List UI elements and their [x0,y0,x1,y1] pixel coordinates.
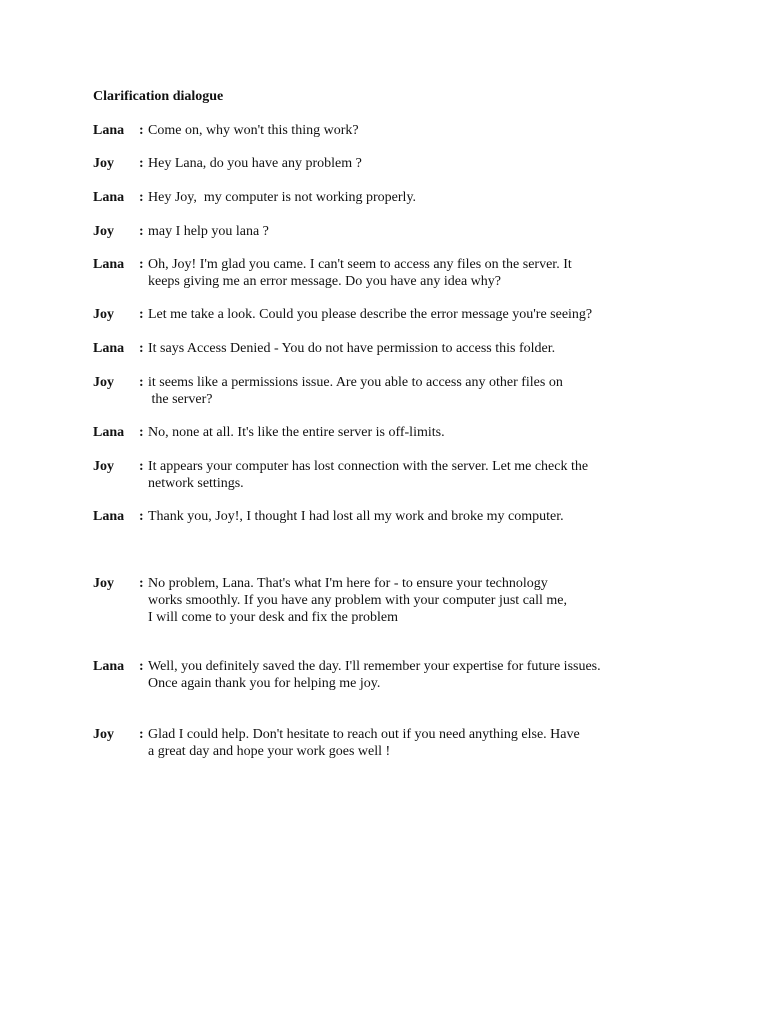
dialogue-text [148,508,693,525]
dialogue-text [148,575,693,626]
dialogue-line: I will come to your desk and fix the problem [148,610,398,625]
dialogue-line: the server? [148,392,213,407]
speaker-colon: : [139,375,144,390]
speaker-name: Joy [93,307,114,322]
speaker-name: Lana [93,341,125,356]
dialogue-line: works smoothly. If you have any problem with your computer just call me, [148,593,568,608]
speaker-colon: : [139,156,144,171]
dialogue-text [148,458,693,492]
speaker-colon: : [139,257,144,272]
dialogue-line: It says Access Denied - You do not have permission to access this folder. [148,341,556,356]
page-title: Clarification dialogue [93,89,224,104]
dialogue-line: No, none at all. It's like the entire server is off-limits. [148,425,445,440]
dialogue-line: Glad I could help. Don't hesitate to reach out if you need anything else. Have [148,727,580,742]
speaker-name: Joy [93,576,114,591]
dialogue-line: Once again thank you for helping me joy. [148,676,381,691]
speaker-colon: : [139,341,144,356]
speaker-colon: : [139,659,144,674]
speaker-colon: : [139,509,144,524]
dialogue-text [148,424,693,441]
dialogue-line: Hey Joy, my computer is not working properly. [148,190,417,205]
dialogue-line: Hey Lana, do you have any problem ? [148,156,362,171]
speaker-colon: : [139,576,144,591]
dialogue-text [148,306,693,323]
speaker-name: Joy [93,727,114,742]
speaker-colon: : [139,224,144,239]
speaker-colon: : [139,307,144,322]
dialogue-text [148,122,693,139]
dialogue-line: It appears your computer has lost connection with the server. Let me check the [148,459,589,474]
dialogue-line: a great day and hope your work goes well ! [148,744,391,759]
speaker-colon: : [139,727,144,742]
speaker-colon: : [139,425,144,440]
speaker-name: Lana [93,425,125,440]
dialogue-line: keeps giving me an error message. Do you have any idea why? [148,274,501,289]
dialogue-text [148,726,693,760]
dialogue-text [148,223,693,240]
speaker-name: Lana [93,659,125,674]
dialogue-line: network settings. [148,476,244,491]
speaker-colon: : [139,190,144,205]
dialogue-line: Thank you, Joy!, I thought I had lost all my work and broke my computer. [148,509,564,524]
dialogue-line: Well, you definitely saved the day. I'll remember your expertise for future issues. [148,659,601,674]
speaker-name: Joy [93,459,114,474]
dialogue-text [148,374,693,408]
dialogue-line: Let me take a look. Could you please describe the error message you're seeing? [148,307,593,322]
speaker-name: Joy [93,224,114,239]
dialogue-line: may I help you lana ? [148,224,269,239]
dialogue-text [148,658,693,692]
speaker-name: Lana [93,509,125,524]
dialogue-text [148,189,693,206]
dialogue-line: Come on, why won't this thing work? [148,123,359,138]
speaker-colon: : [139,459,144,474]
speaker-name: Joy [93,375,114,390]
dialogue-line: it seems like a permissions issue. Are you able to access any other files on [148,375,563,390]
dialogue-text [148,256,693,290]
dialogue-line: No problem, Lana. That's what I'm here for - to ensure your technology [148,576,548,591]
speaker-name: Joy [93,156,114,171]
dialogue-line: Oh, Joy! I'm glad you came. I can't seem to access any files on the server. It [148,257,572,272]
speaker-name: Lana [93,190,125,205]
dialogue-text [148,340,693,357]
dialogue-text [148,155,693,172]
speaker-name: Lana [93,257,125,272]
speaker-colon: : [139,123,144,138]
speaker-name: Lana [93,123,125,138]
